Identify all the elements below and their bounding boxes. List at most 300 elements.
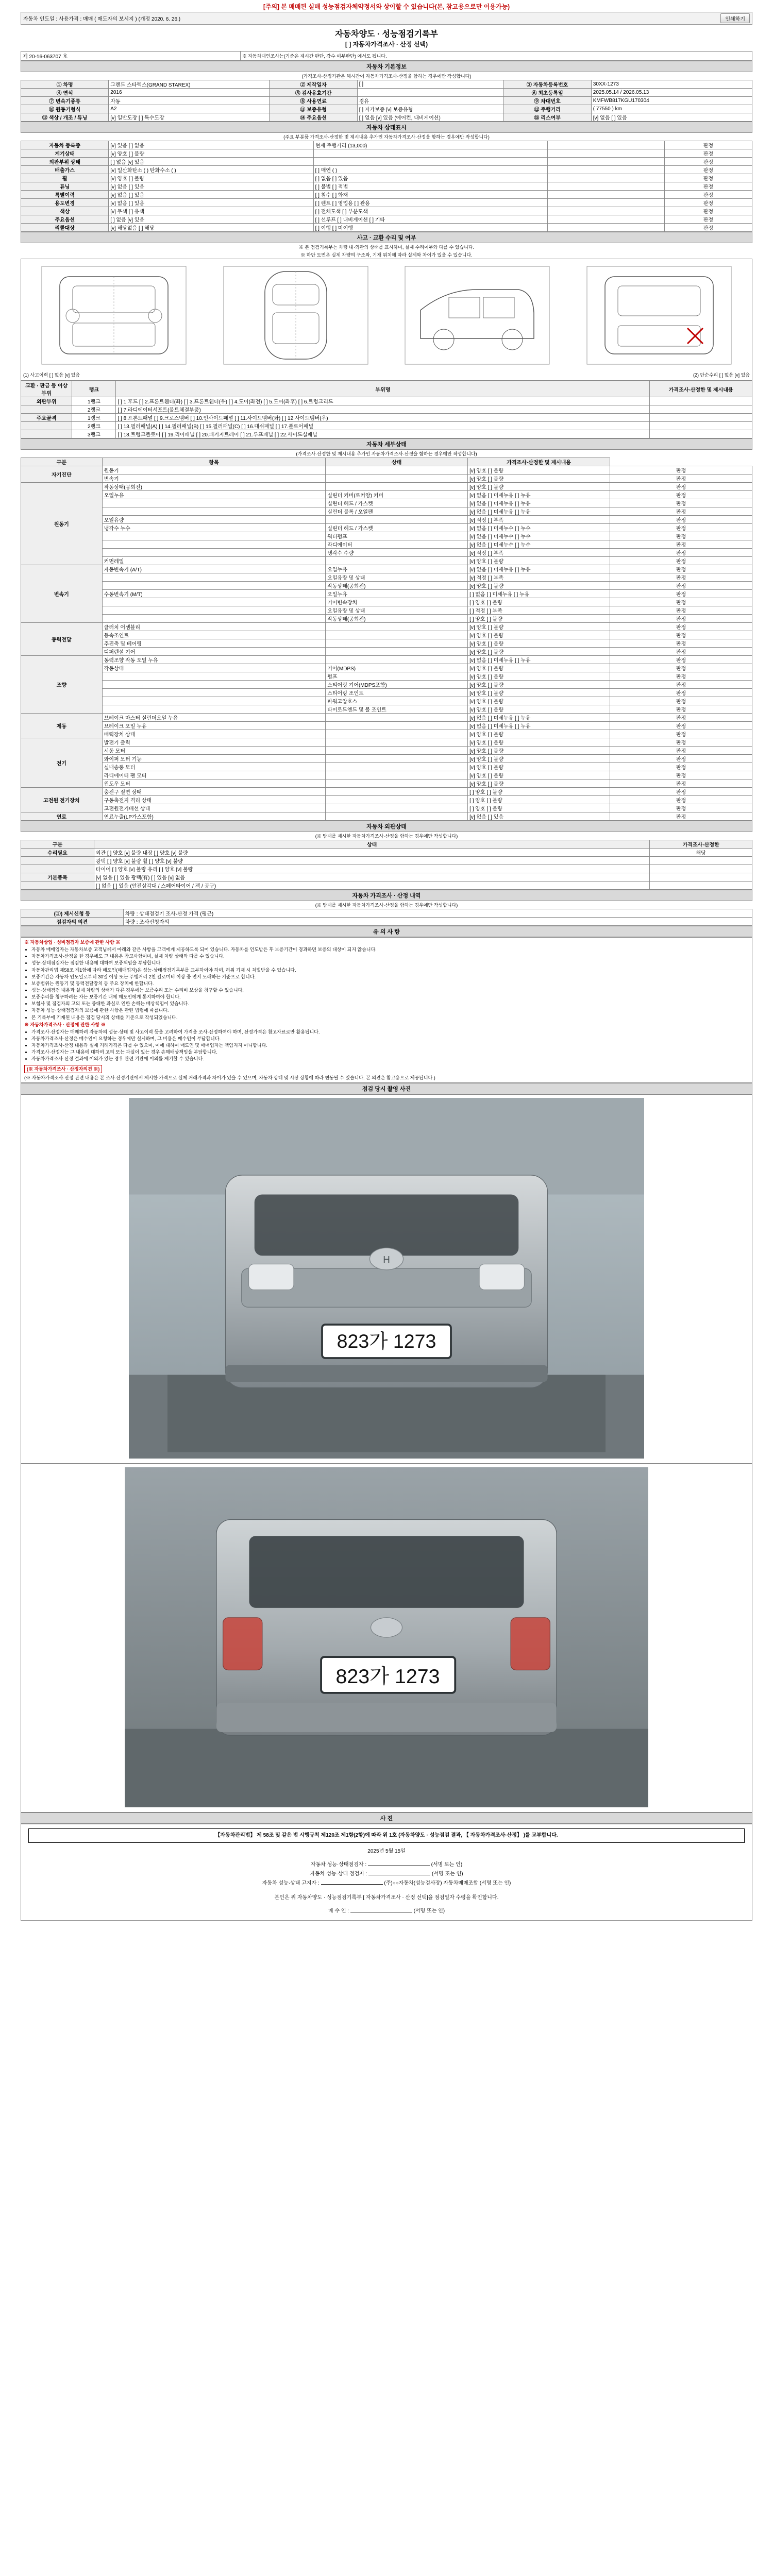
table-row [21,499,752,507]
s4-sub: 기어(MDPS) [326,664,468,672]
s4-sub: 파워고압호스 [326,697,468,705]
s2-state: [v] 해당없음 [ ] 해당 [109,224,313,232]
doc-note: ※ 자동차대인조사는(기준은 제시간 판단, 감수 여부판단) 에서도 됩니다. [240,52,752,61]
s4-sub: 워터펌프 [326,532,468,540]
s1-label: ① 차명 [21,80,109,89]
guide-block2-title: ※ 자동차가격조사 · 산정에 관한 사항 ※ [24,1022,106,1027]
s4-state: [v] 없음 [ ] 있음 [468,812,610,821]
buyer-confirm: 본인은 위 자동차양도 · 성능점검기록부 [ 자동차가격조사 · 산정 선택]을 점검일자 수령을 확인합니다. [274,1894,499,1901]
s2-state: [v] 양호 [ ] 불량 [109,149,313,158]
s2-extra [547,215,664,224]
section6-table [21,909,752,926]
s4-group: 변속기 [21,565,103,623]
s3-detail: [ ] 7.라디에이터서포트(볼트체결부품) [116,405,650,414]
s4-sub [326,804,468,812]
section1-note: (가격조사·산정기관은 해시간이 자동차가격조사·산정을 함하는 경우에만 작성합니다) [301,74,472,79]
s4-state: [v] 양호 [ ] 불량 [468,623,610,631]
s3-note [650,430,752,438]
s3-part [21,430,72,438]
table-row [21,779,752,788]
table-row [21,149,752,158]
s4-sub: 작동상태(공회전) [326,615,468,623]
s5-label [21,857,94,865]
s4-state: [v] 양호 [ ] 불량 [468,755,610,763]
s4-item: 수동변속기 (M/T) [102,590,326,598]
doc-number: 제 20-16-063707 호 [21,52,241,61]
s4-sub: 냉각수 수량 [326,549,468,557]
s4-sub [326,755,468,763]
s4-sub: 라디에이터 [326,540,468,549]
s4-group: 자기진단 [21,466,103,483]
table-row [21,474,752,483]
table-row [21,689,752,697]
s4-note: 판정 [610,573,752,582]
s4-state: [v] 양호 [ ] 불량 [468,474,610,483]
s4-item [102,540,326,549]
s4-state: [v] 양호 [ ] 불량 [468,738,610,747]
s4-item: 와이퍼 모터 기능 [102,755,326,763]
header-bar [21,12,752,25]
s2-state: [v] 없음 [ ] 있음 [109,182,313,191]
s1-label: ② 제작일자 [270,80,357,89]
s3-rank: 2랭크 [72,422,116,430]
table-row [21,565,752,573]
s4-state: [v] 양호 [ ] 불량 [468,705,610,714]
s4-sub [326,722,468,730]
s4-state: [v] 없음 [ ] 미세누수 [ ] 누수 [468,524,610,532]
guide-item: • 보증수리를 청구하려는 자는 보증기간 내에 매도인에게 통지하여야 합니다. [31,994,749,1000]
s1-label: ③ 자동차등록번호 [503,80,591,89]
s4-note: 판정 [610,590,752,598]
s2-note: 판정 [664,215,752,224]
signature-role: 자동차 성능·상태점검자 : [310,1861,368,1868]
guide-item: • 성능·상태점검자는 점검한 내용에 대하여 보증책임을 부담합니다. [31,960,749,966]
s2-extra [547,141,664,149]
s2-label: 배출가스 [21,166,109,174]
s4-state: [ ] 없음 [ ] 미세누유 [ ] 누유 [468,590,610,598]
table-row [21,705,752,714]
s4-state: [v] 없음 [ ] 미세누유 [ ] 누유 [468,499,610,507]
s5-label: 기본품목 [21,873,94,882]
s4-sub: 오일누유 [326,590,468,598]
table-row [21,639,752,648]
section4-table [21,457,752,821]
s2-detail: [ ] 선루프 [ ] 내비게이션 [ ] 기타 [313,215,547,224]
s3-note [650,422,752,430]
s1-value: 경유 [357,97,503,105]
s4-item [102,689,326,697]
table-row [21,507,752,516]
s2-label: 색상 [21,207,109,215]
s1-value: [ ] [357,80,503,89]
guide-item: • 자동차가격조사·산정 내용과 실제 거래가격은 다를 수 있으며, 이에 대하여 매도인 및 매매업자는 책임지지 아니합니다. [31,1042,749,1048]
s4-sub [326,763,468,771]
s4-state: [v] 양호 [ ] 불량 [468,582,610,590]
section3-note2: ※ 하단 도면은 실제 차량의 구조와, 기재 위치에 따라 실제와 차이가 있을 수 있습니다. [300,252,473,258]
s4-state: [v] 양호 [ ] 불량 [468,697,610,705]
s1-value: KMFWB817KGU170304 [591,97,752,105]
table-row [21,174,752,182]
signature-seal-note: (서명 또는 인) [430,1871,463,1877]
title-table [21,25,752,51]
s4-item [102,499,326,507]
table-row [21,191,752,199]
s2-note: 판정 [664,166,752,174]
section2-note: (주요 부분품 가격조사·산정한 및 제시내용 추가인 자동차가격조사·산정을 함하는 경우에만 작성합니다) [283,134,490,140]
s4-note: 판정 [610,747,752,755]
table-row [21,771,752,779]
s4-sub: 작동상태(공회전) [326,582,468,590]
table-row [21,849,752,857]
s2-extra [547,207,664,215]
s3-rank: 2랭크 [72,405,116,414]
s4-state: [v] 없음 [ ] 미세누유 [ ] 누유 [468,714,610,722]
section1-heading: 자동차 기본정보 [21,61,752,72]
s4-sub: 실린더 커버(로커암) 커버 [326,491,468,499]
signature-line[interactable] [321,1884,383,1885]
table-row [21,405,752,414]
s2-extra [547,182,664,191]
guide-block3-title: (※ 자동차가격조사 · 산정자의견 ※) [24,1065,102,1073]
s4-sub: 실린더 블록 / 오일팬 [326,507,468,516]
s2-note: 판정 [664,149,752,158]
s4-state: [v] 양호 [ ] 불량 [468,648,610,656]
s2-label: 외판부위 상태 [21,158,109,166]
guide-item: • 가격조사·산정자는 매매하려 자동차의 성능·상태 및 사고이력 등을 고려하여 가격을 조사·산정하여야 하며, 산정가격은 참고자료로만 활용됩니다. [31,1029,749,1035]
s4-item [102,507,326,516]
s4-state: [v] 양호 [ ] 불량 [468,631,610,639]
car-side-diagram [400,261,554,369]
table-row [21,430,752,438]
s5-note [650,865,752,873]
s1-value: A2 [109,105,270,113]
s4-note: 판정 [610,664,752,672]
s4-sub [326,747,468,755]
guide-heading: 유 의 사 항 [21,926,752,937]
table-row [21,422,752,430]
s5-value: 타이어 [ ] 양호 [v] 불량 유리 [ ] 양호 [v] 불량 [94,865,649,873]
signature-rows [28,1860,745,1888]
s4-note: 판정 [610,730,752,738]
s2-note: 판정 [664,224,752,232]
s1-value: [ ] 없음 [v] 있음 (에어컨, 내비게이션) [357,113,503,122]
s2-detail: [ ] 매연 ( ) [313,166,547,174]
table-row [21,483,752,491]
s4-state: [v] 없음 [ ] 미세누유 [ ] 누유 [468,722,610,730]
s4-state: [v] 양호 [ ] 불량 [468,689,610,697]
s4-item: 동력조향 작동 오일 누유 [102,656,326,664]
s1-label: ⑪ 보증유형 [270,105,357,113]
table-row [21,804,752,812]
s4-item: 배력장치 상태 [102,730,326,738]
s3-note [650,414,752,422]
guide-item: • 자동차가격조사·산정은 매수인이 요청하는 경우에만 실시하며, 그 비용은 매수인이 부담합니다. [31,1036,749,1042]
s4-note: 판정 [610,598,752,606]
photo-front-wrap [21,1094,752,1464]
s4-note: 판정 [610,582,752,590]
s5-label [21,865,94,873]
s4-note: 판정 [610,549,752,557]
warning-banner: [주의] 본 매매된 실매 성능점검자체약정서와 상이할 수 있습니다(본, 참고용으로만 이용가능) [0,0,773,12]
s4-item: 오일누유 [102,491,326,499]
s4-sub [326,812,468,821]
s4-note: 판정 [610,689,752,697]
table-row [21,812,752,821]
signature-role: 자동차 성능·상태 고지자 : [262,1880,321,1886]
table-row [21,865,752,873]
s2-note: 판정 [664,182,752,191]
s2-label: 주요옵션 [21,215,109,224]
s5-note: 해당 [650,849,752,857]
s5-value: 외관 [ ] 양호 [v] 불량 내장 [ ] 양호 [v] 불량 [94,849,649,857]
signature-row [28,1870,745,1879]
docno-table [21,51,752,61]
s4-item [102,606,326,615]
table-row [21,207,752,215]
diagram-legend-right: (2) 단순수리 [ ] 없음 [v] 있음 [693,372,750,378]
table-row [21,656,752,664]
table-row [21,141,752,149]
photo-caption: 사 진 [21,1812,752,1824]
table-row [21,532,752,540]
s3-rank: 3랭크 [72,430,116,438]
s4-sub [326,796,468,804]
s4-item: 시동 모터 [102,747,326,755]
s4-sub: 기어변속장치 [326,598,468,606]
s5-label: 수리필요 [21,849,94,857]
s1-label: ⑫ 주행거리 [503,105,591,113]
table-row [21,590,752,598]
table-row [21,697,752,705]
s2-state: [v] 무색 [ ] 유색 [109,207,313,215]
s4-note: 판정 [610,697,752,705]
s2-note: 판정 [664,199,752,207]
table-row [21,466,752,474]
s2-note: 판정 [664,158,752,166]
table-row [21,158,752,166]
s6-value: 차량 : 상태점검기 조사·산정 가격 (평균) [123,909,752,918]
photos-heading: 점검 당시 촬영 사진 [21,1083,752,1094]
svg-text:H: H [383,1253,390,1265]
s4-state: [ ] 양호 [ ] 불량 [468,796,610,804]
s4-sub: 오일유량 및 상태 [326,606,468,615]
section2-table [21,141,752,232]
s4-item [102,532,326,540]
section5-heading: 자동차 외관상태 [21,821,752,832]
s2-state: [v] 일산화탄소 ( ) 탄화수소 ( ) [109,166,313,174]
s2-label: 계기상태 [21,149,109,158]
guide-block1-title: ※ 자동차상업 · 성비점검자 보증에 관한 사항 ※ [24,940,121,945]
page-subtitle: [ ] 자동차가격조사 · 산정 선택) [345,41,428,48]
s2-extra [547,158,664,166]
guide-item: • 보증범위는 원동기 및 동력전달장치 등 주요 장치에 한합니다. [31,980,749,987]
car-rear-diagram [582,261,736,369]
s1-label: ⑨ 차대번호 [503,97,591,105]
s4-item: 구동축전지 격리 상태 [102,796,326,804]
s4-group: 전기 [21,738,103,788]
s1-label: ④ 연식 [21,89,109,97]
s2-detail: [ ] 침수 [ ] 화재 [313,191,547,199]
s2-state: [v] 없음 [ ] 있음 [109,199,313,207]
s5-note [650,857,752,865]
table-row [21,747,752,755]
table-row [21,182,752,191]
s2-note: 판정 [664,141,752,149]
section1-table [21,80,752,122]
s4-item: 브레이크 마스터 실린더오일 누유 [102,714,326,722]
s4-group: 원동기 [21,483,103,565]
s4-group: 제동 [21,714,103,738]
table-row [21,573,752,582]
s4-note: 판정 [610,722,752,730]
s2-label: 리콜대상 [21,224,109,232]
s4-note: 판정 [610,804,752,812]
s2-label: 자동차 등록증 [21,141,109,149]
s4-sub [326,483,468,491]
guide-item: • 자동차 성능·상태점검자의 보증에 관한 사항은 관련 법령에 따릅니다. [31,1007,749,1013]
s2-label: 튜닝 [21,182,109,191]
s3-col-note: 가격조사·산정한 및 제시내용 [650,381,752,397]
s4-note: 판정 [610,705,752,714]
s3-part: 주요골격 [21,414,72,422]
s4-sub [326,516,468,524]
guide-block3-text: (※ 자동차가격조사·산정 관련 내용은 본 조사·산정기관에서 제시한 가격으로 실제 거래가격과 차이가 있을 수 있으며, 자동차 상태 및 시장 상황에 따라 변동될 수 있습니다. 본 의견은 참고용으로 제공됩니다.) [24,1075,435,1080]
print-button[interactable]: 인쇄하기 [720,13,750,23]
table-row [21,516,752,524]
s4-state: [v] 적정 [ ] 부족 [468,549,610,557]
section3-heading: 사고 · 교환 수리 및 여부 [21,232,752,243]
s4-note: 판정 [610,639,752,648]
s4-note: 판정 [610,474,752,483]
s2-extra [547,191,664,199]
rear-plate-text: 823가 1273 [335,1665,440,1688]
s2-note: 판정 [664,174,752,182]
s4-note: 판정 [610,738,752,747]
s4-state: [v] 양호 [ ] 불량 [468,557,610,565]
s3-col-part: 교환 · 판금 등 이상 부위 [21,381,72,397]
s6-label: 점검자의 의견 [21,918,124,926]
s1-label: ⑮ 리스여부 [503,113,591,122]
table-row [21,623,752,631]
s4-item: 커먼레일 [102,557,326,565]
document-sheet [21,12,752,1921]
s1-label: ⑬ 색상 / 개조 / 튜닝 [21,113,109,122]
section2-heading: 자동차 상태표시 [21,122,752,133]
s5-col2: 상태 [94,840,649,849]
s2-detail [313,158,547,166]
table-row [21,882,752,890]
s1-label: ⑭ 주요옵션 [270,113,357,122]
s4-item: 자동변속기 (A/T) [102,565,326,573]
s4-sub [326,779,468,788]
s4-sub: 오일누유 [326,565,468,573]
s4-col-1: 항목 [102,458,326,466]
s4-sub: 스티어링 기어(MDPS포함) [326,681,468,689]
s4-note: 판정 [610,507,752,516]
table-row [21,105,752,113]
table-row [21,648,752,656]
buyer-label: 매 수 인 : [328,1908,349,1914]
guide-item: • 자동차가격조사·산정을 한 경우에도 그 내용은 참고사항이며, 실제 차량 상태와 다를 수 있습니다. [31,953,749,959]
law-note: 【자동차관리법】 제 58조 및 같은 법 시행규칙 제120조 제1항(2항)에 따라 위 1호 (자동차양도 · 성능점검 결과, 【 자동차가격조사·산정】 )를 교부합니다. [28,1828,745,1843]
s4-note: 판정 [610,483,752,491]
s1-value: 30XX-1273 [591,80,752,89]
table-row [21,215,752,224]
car-front-diagram [37,261,191,369]
s4-col-0: 구분 [21,458,103,466]
s4-sub [326,730,468,738]
s4-col-2: 상태 [326,458,468,466]
guide-block2-list [31,1029,749,1062]
s2-extra [547,199,664,207]
s2-state: [v] 있음 [ ] 없음 [109,141,313,149]
s3-detail: [ ] 13.필러패널(A) [ ] 14.필러패널(B) [ ] 15.필러패널(C) [ ] 16.대쉬패널 [ ] 17.플로어패널 [116,422,650,430]
s4-note: 판정 [610,631,752,639]
s2-note: 판정 [664,191,752,199]
s2-label: 휠 [21,174,109,182]
s4-item: 충전구 절연 상태 [102,788,326,796]
s2-detail: [ ] 불법 [ ] 적법 [313,182,547,191]
s4-note: 판정 [610,788,752,796]
s6-value: 차량 : 조사신청자의 [123,918,752,926]
s2-detail: [ ] 렌트 [ ] 영업용 [ ] 관용 [313,199,547,207]
s3-rank: 1랭크 [72,414,116,422]
s4-note: 판정 [610,755,752,763]
s5-col1: 구분 [21,840,94,849]
s4-item: 실내송풍 모터 [102,763,326,771]
s4-group: 동력전달 [21,623,103,656]
table-row [21,738,752,747]
s4-state: [v] 양호 [ ] 불량 [468,779,610,788]
table-row [21,199,752,207]
s1-value: 자동 [109,97,270,105]
s4-item: 디퍼렌셜 기어 [102,648,326,656]
s4-group: 연료 [21,812,103,821]
s4-note: 판정 [610,763,752,771]
s4-state: [v] 양호 [ ] 불량 [468,730,610,738]
photo-rear [103,1467,670,1807]
s4-sub [326,788,468,796]
s3-detail: [ ] 1.후드 [ ] 2.프론트휀더(좌) [ ] 3.프론트휀더(우) [ ] 4.도어(좌전) [ ] 5.도어(좌후) [ ] 6.트렁크리드 [116,397,650,405]
s4-item [102,672,326,681]
s2-extra [547,166,664,174]
section5-table [21,840,752,890]
section3-note1: ※ 본 점검기록부는 차량 내·외관의 상태를 표시하며, 실제 수리여부와 다를 수 있습니다. [298,245,475,250]
s4-state: [v] 적정 [ ] 부족 [468,516,610,524]
s4-item [102,549,326,557]
guide-body [21,937,752,1083]
s4-sub [326,738,468,747]
photo-rear-wrap [21,1464,752,1812]
s4-item [102,681,326,689]
s1-label: ⑥ 최초등록일 [503,89,591,97]
s4-state: [ ] 양호 [ ] 불량 [468,788,610,796]
section4-heading: 자동차 세부상태 [21,438,752,450]
table-row [21,80,752,89]
table-row [21,918,752,926]
s4-sub: 실린더 헤드 / 가스켓 [326,499,468,507]
table-row [21,730,752,738]
s4-note: 판정 [610,532,752,540]
section6-heading: 자동차 가격조사 · 산정 내역 [21,890,752,901]
s4-item: 발전기 출력 [102,738,326,747]
buyer-sign-note: (서명 또는 인) [413,1908,445,1914]
s4-sub [326,623,468,631]
s3-col-detail: 부위명 [116,381,650,397]
table-row [21,788,752,796]
s4-state: [ ] 양호 [ ] 불량 [468,598,610,606]
s1-value: [v] 일반도장 [ ] 특수도장 [109,113,270,122]
